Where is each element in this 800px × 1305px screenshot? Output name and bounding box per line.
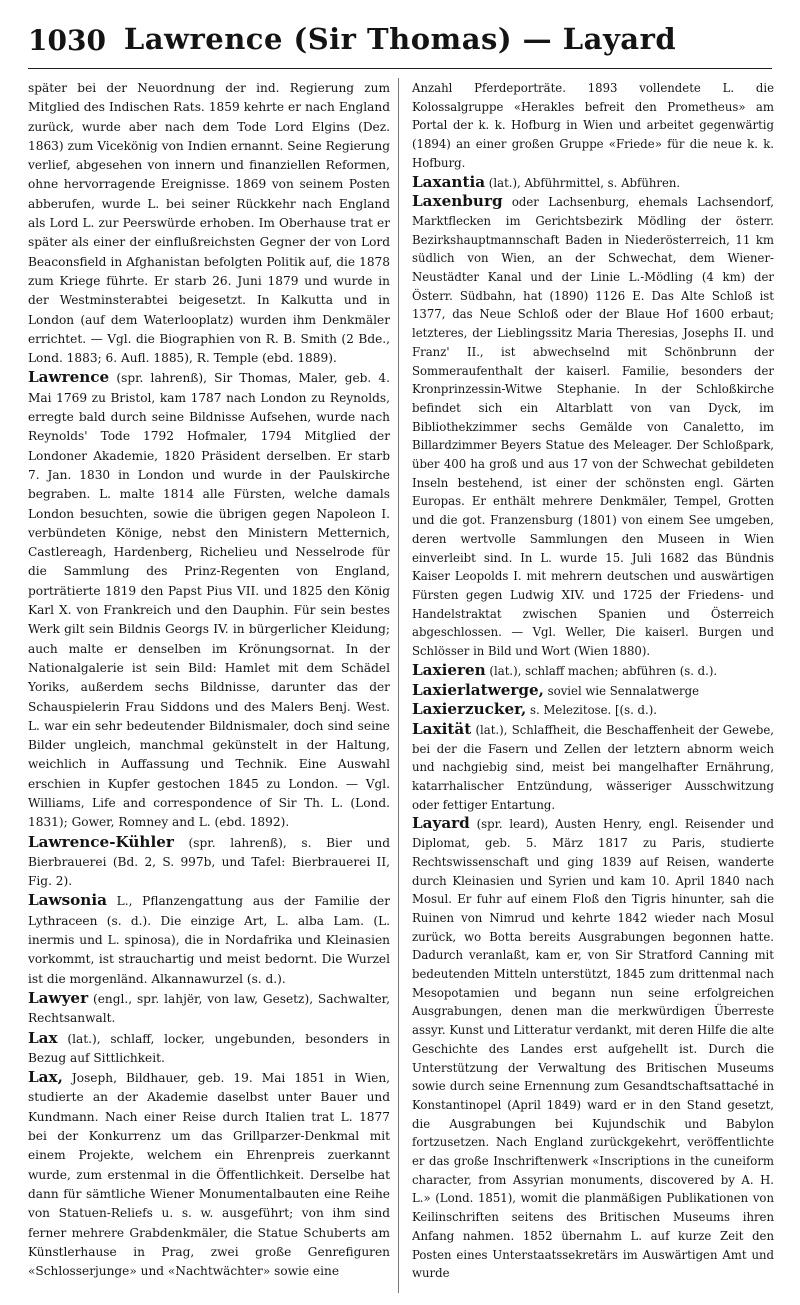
entry-text: (lat.), Schlaffheit, die Beschaffenheit der Gewebe, bei der die Fasern und Zellen der letztern abnorm weich und nachgiebig sind, meist bei mangelhafter Ernährung, katarrhalischer Entzündung, wässeriger Ausschwitzung oder fettiger Entartung. — [412, 722, 774, 812]
entry-paragraph — [412, 661, 774, 681]
entry-paragraph — [28, 891, 390, 988]
entry-text: (lat.), Abführmittel, s. Abführen. — [485, 175, 681, 190]
entry-headword: Laxierzucker, — [412, 700, 527, 719]
entry-text: (lat.), schlaff machen; abführen (s. d.). — [485, 663, 718, 678]
entry-paragraph — [28, 78, 390, 368]
entry-text: (spr. lahrenß), s. Bier und Bierbrauerei (Bd. 2, S. 997b, und Tafel: Bierbrauerei II, Fig. 2). — [28, 835, 390, 889]
right-column — [412, 78, 774, 1283]
entry-text: später bei der Neuordnung der ind. Regierung zum Mitglied des Indischen Rats. 1859 kehrte er nach England zurück, wurde aber nach dem Tode Lord Elgins (Dez. 1863) zum Vicekönig von Indien ernannt. Seine Regierung verlief, abgesehen von innern und finanziellen Reformen, ohne hervorragende Ereignisse. 1869 von seinem Posten abberufen, wurde L. bei seiner Rückkehr nach England als Lord L. zur Peerswürde erhoben. Im Oberhause trat er später als einer der einflußreichsten Gegner der von Lord Beaconsfield in Afghanistan befolgten Politik auf, die 1878 zum Kriege führte. Er starb 26. Juni 1879 und wurde in der Westminsterabtei beigesetzt. In Kalkutta und in London (auf dem Waterlooplatz) wurden ihm Denkmäler errichtet. — Vgl. die Biographien von R. B. Smith (2 Bde., Lond. 1883; 6. Aufl. 1885), R. Temple (ebd. 1889). — [28, 81, 390, 366]
entry-headword: Lawrence — [28, 368, 110, 387]
entry-headword: Lawsonia — [28, 891, 107, 910]
running-title: Lawrence (Sir Thomas) — Layard — [123, 22, 677, 56]
entry-text: (engl., spr. lahjër, von law, Gesetz), Sachwalter, Rechtsanwalt. — [28, 991, 390, 1026]
page-number: 1030 — [28, 24, 106, 57]
entry-paragraph — [412, 173, 774, 193]
column-divider — [398, 78, 399, 1293]
entry-paragraph — [28, 833, 390, 892]
entry-text: soviel wie Sennalatwerge — [543, 683, 700, 698]
entry-headword: Laxantia — [412, 172, 486, 191]
entry-paragraph — [28, 368, 390, 832]
entry-headword: Lawrence-Kühler — [28, 832, 174, 851]
entry-text: (lat.), schlaff, locker, ungebunden, besonders in Bezug auf Sittlichkeit. — [28, 1031, 390, 1065]
entry-text: s. Melezitose. [(s. d.). — [526, 703, 657, 718]
entry-headword: Lawyer — [28, 988, 89, 1007]
entry-headword: Laxität — [412, 719, 472, 738]
entry-headword: Layard — [412, 814, 470, 833]
entry-text: (spr. leard), Austen Henry, engl. Reisender und Diplomat, geb. 5. März 1817 zu Paris, studierte Rechtswissenschaft und ging 1839 auf Reisen, wanderte durch Kleinasien und Syrien und kam 10. April 1840 nach Mosul. Er fuhr auf einem Floß den Tigris hinunter, sah die Ruinen von Nimrud und kehrte 1842 wieder nach Mosul zurück, wo Botta bereits Ausgrabungen begonnen hatte. Dadurch veranlaßt, kam er, von Sir Stratford Canning mit bedeutenden Mitteln unterstützt, 1845 zum drittenmal nach Mesopotamien und begann nun seine erfolgreichen Ausgrabungen, denen man die merkwürdigen Überreste assyr. Kunst und Litteratur verdankt, mit deren Hilfe die alte Geschichte des Landes erst aufgehellt ist. Durch die Unterstützung der Verwaltung des Britischen Museums sowie durch seine Ernennung zum Gesandtschaftsattaché in Konstantinopel (April 1849) ward er in den Stand gesetzt, die Ausgrabungen bei Kujundschik und Babylon fortzusetzen. Nach England zurückgekehrt, veröffentlichte er das große Inschriftenwerk «Inscriptions in the cuneiform character, from Assyrian monuments, discovered by A. H. L.» (Lond. 1851), womit die planmäßigen Publikationen von Keilinschriften seitens des Britischen Museums ihren Anfang nahmen. 1852 übernahm L. auf kurze Zeit den Posten eines Unterstaatssekretärs im Auswärtigen Amt und wurde — [412, 817, 774, 1281]
entry-paragraph — [412, 814, 774, 1283]
entry-paragraph — [412, 78, 774, 173]
entry-text: Joseph, Bildhauer, geb. 19. Mai 1851 in Wien, studierte an der Akademie daselbst unter Bauer und Kundmann. Nach einer Reise durch Italien trat L. 1877 bei der Konkurrenz um das Grillparzer-Denkmal mit einem Projekte, welchem ein Ehrenpreis zuerkannt wurde, zum erstenmal in die Öffentlichkeit. Derselbe hat dann für sämtliche Wiener Monumentalbauten eine Reihe von Statuen-Reliefs u. s. w. ausgeführt; von ihm sind ferner mehrere Grabdenkmäler, die Statue Schuberts am Künstlerhause in Prag, zwei große Genrefiguren «Schlosserjunge» und «Nachtwächter» sowie eine — [28, 1071, 390, 1279]
entry-paragraph — [28, 1068, 390, 1281]
left-column — [28, 78, 390, 1281]
entry-headword: Laxieren — [412, 660, 486, 679]
entry-headword: Lax, — [28, 1068, 63, 1087]
page-header — [28, 10, 772, 70]
entry-paragraph — [412, 720, 774, 815]
entry-text: oder Lachsenburg, ehemals Lachsendorf, Marktflecken im Gerichtsbezirk Mödling der österr. Bezirkshauptmannschaft Baden in Niederösterreich, 11 km südlich von Wien, an der Schwechat, dem Wiener-Neustädter Kanal und der Linie L.-Mödling (4 km) der Österr. Südbahn, hat (1890) 1126 E. Das Alte Schloß ist 1377, das Neue Schloß oder der Blaue Hof 1600 erbaut; letzteres, der Lieblingssitz Maria Theresias, Josephs II. und Franz' II., ist abwechselnd mit Schönbrunn der Sommeraufenthalt der kaiserl. Familie, besonders der Kronprinzessin-Witwe Stephanie. In der Schloßkirche befindet sich ein Altarblatt von van Dyck, im Bibliothekzimmer sechs Gemälde von Canaletto, im Billardzimmer Beyers Statue des Meleager. Der Schloßpark, über 400 ha groß und aus 17 von der Schwechat gebildeten Inseln bestehend, ist einer der schönsten engl. Gärten Europas. Er enthält mehrere Denkmäler, Tempel, Grotten und die got. Franzensburg (1801) von einem See umgeben, deren wertvolle Sammlungen den Museen in Wien einverleibt sind. In L. wurde 15. Juli 1682 das Bündnis Kaiser Leopolds I. mit mehrern deutschen und auswärtigen Fürsten gegen Ludwig XIV. und 1725 der Friedens- und Handelstraktat zwischen Spanien und Österreich abgeschlossen. — Vgl. Weller, Die kaiserl. Burgen und Schlösser in Bild und Wort (Wien 1880). — [412, 195, 774, 659]
entry-headword: Laxierlatwerge, — [412, 680, 544, 699]
entry-headword: Laxenburg — [412, 192, 503, 211]
entry-text: Anzahl Pferdeporträte. 1893 vollendete L. die Kolossalgruppe «Herakles befreit den Prometheus» am Portal der k. k. Hofburg in Wien und arbeitet gegenwärtig (1894) an einer großen Gruppe «Friede» für die neue k. k. Hofburg. — [412, 81, 774, 170]
entry-text: (spr. lahrenß), Sir Thomas, Maler, geb. 4. Mai 1769 zu Bristol, kam 1787 nach London zu Reynolds, erregte bald durch seine Bildnisse Aufsehen, wurde nach Reynolds' Tode 1792 Hofmaler, 1794 Mitglied der Londoner Akademie, 1820 Präsident derselben. Er starb 7. Jan. 1830 in London und wurde in der Paulskirche begraben. L. malte 1814 alle Fürsten, welche damals London besuchten, sowie die übrigen gegen Napoleon I. verbündeten Könige, nebst den Ministern Metternich, Castlereagh, Hardenberg, Richelieu und Nesselrode für die Sammlung des Prinz-Regenten von England, porträtierte 1819 den Papst Pius VII. und 1825 den König Karl X. von Frankreich und den Dauphin. Für sein bestes Werk gilt sein Bildnis Georgs IV. in bürgerlicher Kleidung; auch malte er denselben im Krönungsornat. In der Nationalgalerie ist sein Bild: Hamlet mit dem Schädel Yoriks, außerdem sechs Bildnisse, darunter das der Schauspielerin Frau Siddons und des Malers Benj. West. L. war ein sehr bedeutender Bildnismaler, doch sind seine Bilder ungleich, manchmal gekünstelt in der Haltung, weichlich in Auffassung und Technik. Eine Auswahl erschien in Kupfer gestochen 1845 zu London. — Vgl. Williams, Life and correspondence of Sir Th. L. (Lond. 1831); Gower, Romney and L. (ebd. 1892). — [28, 371, 390, 830]
header-rule — [28, 68, 772, 69]
entry-paragraph — [412, 700, 774, 720]
entry-text: L., Pflanzengattung aus der Familie der Lythraceen (s. d.). Die einzige Art, L. alba Lam. (L. inermis und L. spinosa), die in Nordafrika und Kleinasien vorkommt, ist strauchartig und meist bedornt. Die Wurzel ist die morgenländ. Alkannawurzel (s. d.). — [28, 894, 390, 986]
entry-headword: Lax — [28, 1028, 58, 1047]
entry-paragraph — [28, 1029, 390, 1069]
entry-paragraph — [28, 989, 390, 1029]
entry-paragraph — [412, 681, 774, 701]
entry-paragraph — [412, 192, 774, 661]
